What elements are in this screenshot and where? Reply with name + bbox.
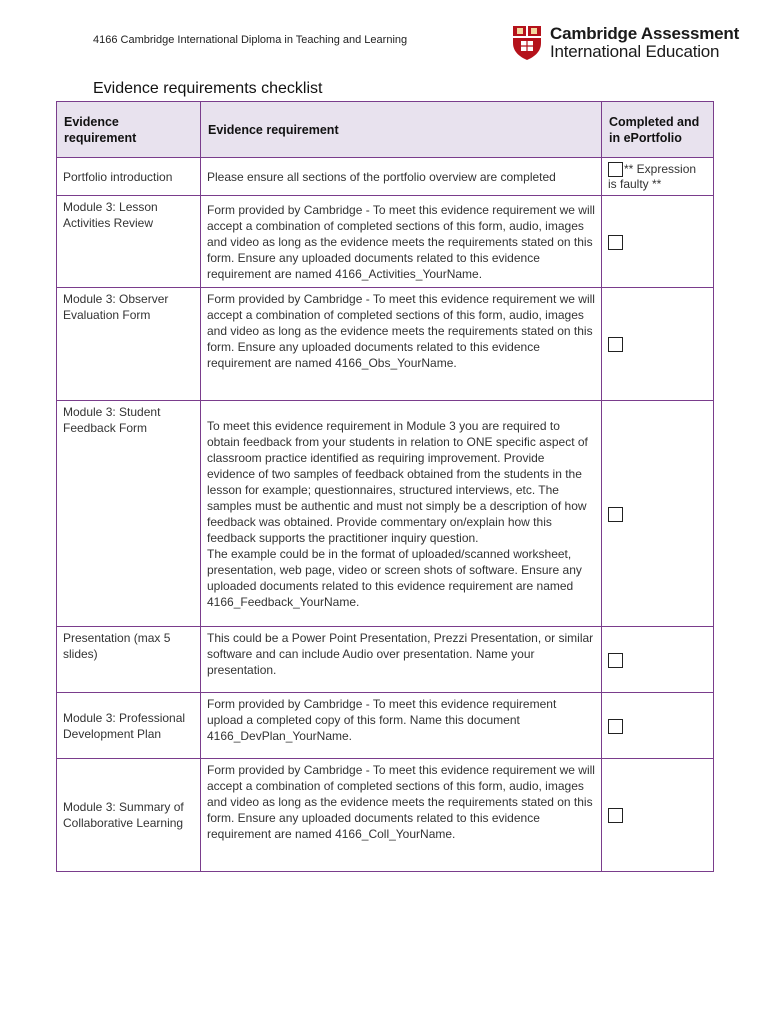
page-title: Evidence requirements checklist [93,80,323,97]
requirement-name: Module 3: Summary of Collaborative Learning [57,759,201,872]
completed-checkbox[interactable] [608,507,623,522]
requirement-description: Please ensure all sections of the portfolio overview are completed [201,158,602,196]
table-row [57,196,714,288]
table-row [57,158,714,196]
completed-checkbox[interactable] [608,162,623,177]
document-subtitle: 4166 Cambridge International Diploma in Teaching and Learning [93,34,408,46]
shield-crest-icon [512,25,542,61]
requirement-name: Module 3: Lesson Activities Review [57,196,201,288]
requirement-description: This could be a Power Point Presentation, Prezzi Presentation, or similar software and can include Audio over presentation. Name your presentation. [201,627,602,693]
column-header: Completed and in ePortfolio [602,102,714,158]
completed-checkbox[interactable] [608,808,623,823]
completed-checkbox[interactable] [608,653,623,668]
expression-error-text: ** Expression is faulty ** [608,161,697,191]
requirement-name: Module 3: Professional Development Plan [57,693,201,759]
completed-checkbox[interactable] [608,719,623,734]
logo-line-1: Cambridge Assessment [550,24,740,43]
cambridge-logo [512,25,739,61]
table-row [57,759,714,872]
requirement-description: Form provided by Cambridge - To meet this evidence requirement we will accept a combination of completed sections of this form, audio, images and video as long as the evidence meets the requirements stated on this form. Ensure any uploaded documents related to this evidence requirement are named 4166_Coll_YourName. [201,759,602,872]
logo-line-2: International Education [550,42,720,61]
requirement-description: Form provided by Cambridge - To meet this evidence requirement we will accept a combination of completed sections of this form, audio, images and video as long as the evidence meets the requirements stated on this form. Ensure any uploaded documents related to this evidence requirement are named 4166_Obs_YourName. [201,288,602,401]
table-row [57,693,714,759]
completed-checkbox[interactable] [608,235,623,250]
requirement-name: Presentation (max 5 slides) [57,627,201,693]
requirement-description: To meet this evidence requirement in Module 3 you are required to obtain feedback from your students in relation to ONE specific aspect of classroom practice identified as requiring improvement. Provide evidence of two samples of feedback obtained from the students in the lesson for example; questionnaires, structured interviews, etc. The samples must be authentic and must not simply be a description of how feedback was obtained. Provide commentary on/explain how this feedback supports the practitioner inquiry question. The example could be in the format of uploaded/scanned worksheet, presentation, web page, video or screen shots of software. Ensure any uploaded documents related to this evidence requirement are named 4166_Feedback_YourName. [201,401,602,627]
requirement-name: Module 3: Student Feedback Form [57,401,201,627]
table-row [57,401,714,627]
evidence-checklist-table [56,101,714,872]
completed-checkbox[interactable] [608,337,623,352]
table-row [57,288,714,401]
requirement-name: Module 3: Observer Evaluation Form [57,288,201,401]
requirement-description: Form provided by Cambridge - To meet this evidence requirement we will accept a combination of completed sections of this form, audio, images and video as long as the evidence meets the requirements stated on this form. Ensure any uploaded documents related to this evidence requirement are named 4166_Activities_YourName. [201,196,602,288]
column-header: Evidence requirement [57,102,201,158]
table-row [57,627,714,693]
requirement-name: Portfolio introduction [57,158,201,196]
table-header-row [57,102,714,158]
column-header: Evidence requirement [201,102,602,158]
requirement-description: Form provided by Cambridge - To meet this evidence requirement upload a completed copy of this form. Name this document 4166_DevPlan_YourName. [201,693,602,759]
